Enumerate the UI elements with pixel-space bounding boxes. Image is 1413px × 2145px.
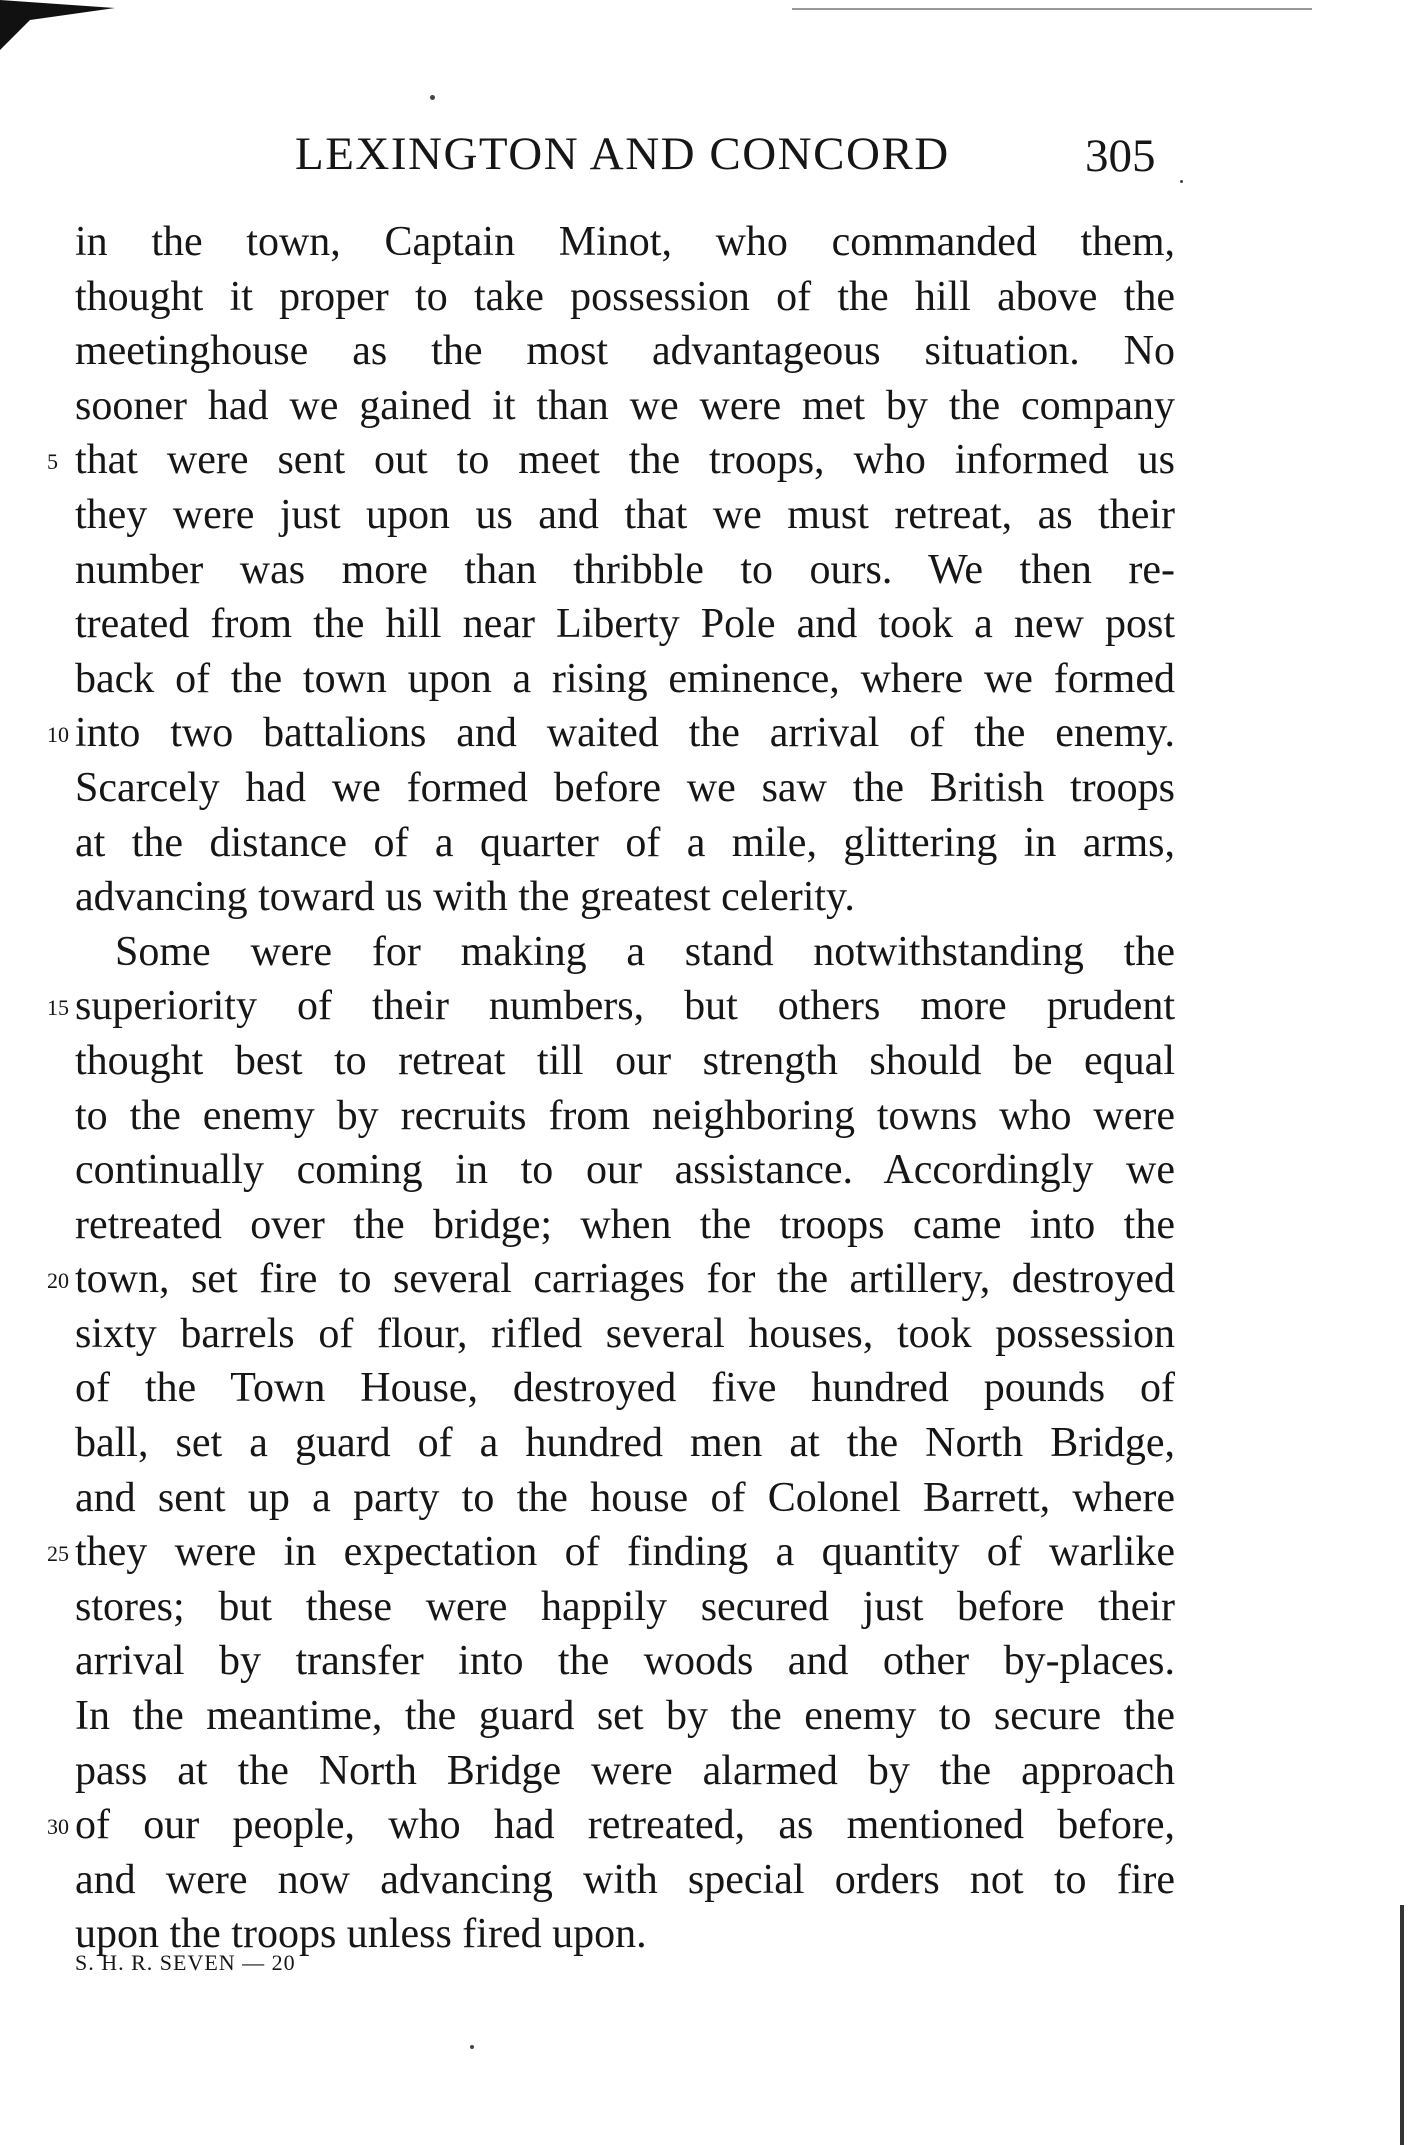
line-text: retreated over the bridge; when the troops came into the [75, 1201, 1175, 1248]
text-line [75, 1361, 1175, 1416]
scan-speck [430, 95, 435, 100]
line-text: Scarcely had we formed before we saw the British troops [75, 764, 1175, 811]
line-number: 30 [47, 1814, 69, 1840]
text-line [47, 1525, 1175, 1580]
line-text: and sent up a party to the house of Colonel Barrett, where [75, 1474, 1175, 1521]
line-text: Some were for making a stand notwithstanding the [115, 928, 1175, 975]
line-text: in the town, Captain Minot, who commanded them, [75, 219, 1175, 265]
text-line [75, 1034, 1175, 1089]
line-text: meetinghouse as the most advantageous situation. No [75, 328, 1175, 375]
text-line [75, 543, 1175, 598]
scan-top-rule [792, 8, 1312, 10]
text-line [75, 1471, 1175, 1526]
text-line [75, 379, 1175, 434]
text-line [75, 1689, 1175, 1744]
line-text: ball, set a guard of a hundred men at the North Bridge, [75, 1420, 1175, 1467]
line-text: and were now advancing with special orders not to fire [75, 1856, 1175, 1903]
text-line [75, 925, 1175, 980]
line-text: thought best to retreat till our strength should be equal [75, 1037, 1175, 1084]
scan-speck [470, 2045, 474, 2049]
line-text: that were sent out to meet the troops, who informed us [75, 437, 1175, 484]
text-line [75, 488, 1175, 543]
line-text: they were just upon us and that we must retreat, as their [75, 491, 1175, 538]
text-line [75, 1143, 1175, 1198]
text-line [75, 1307, 1175, 1362]
text-line [75, 1089, 1175, 1144]
text-line [75, 324, 1175, 379]
line-text: into two battalions and waited the arrival of the enemy. [75, 710, 1175, 757]
text-line [75, 1634, 1175, 1689]
line-text: thought it proper to take possession of the hill above the [75, 273, 1175, 320]
scan-edge-bar [1400, 1905, 1404, 2145]
line-text: continually coming in to our assistance. Accordingly we [75, 1147, 1175, 1194]
text-line [75, 652, 1175, 707]
page-number: 305 [1085, 130, 1156, 182]
text-line [47, 433, 1175, 488]
line-text: sooner had we gained it than we were met by the company [75, 382, 1175, 429]
line-text: advancing toward us with the greatest celerity. [75, 874, 855, 921]
text-line [75, 1580, 1175, 1635]
text-line [75, 1853, 1175, 1908]
line-text: pass at the North Bridge were alarmed by the approach [75, 1747, 1175, 1794]
line-text: of our people, who had retreated, as mentioned before, [75, 1802, 1175, 1849]
body-text [47, 215, 1175, 1962]
text-line [75, 215, 1175, 270]
line-text: at the distance of a quarter of a mile, glittering in arms, [75, 819, 1175, 866]
scan-corner-mark [0, 0, 115, 60]
line-text: arrival by transfer into the woods and other by-places. [75, 1638, 1175, 1685]
text-line [47, 1252, 1175, 1307]
line-text: In the meantime, the guard set by the enemy to secure the [75, 1693, 1175, 1740]
line-text: treated from the hill near Liberty Pole and took a new post [75, 601, 1175, 648]
text-line [75, 270, 1175, 325]
text-line [75, 1744, 1175, 1799]
text-line [75, 1198, 1175, 1253]
line-number: 25 [47, 1541, 69, 1567]
text-line [75, 761, 1175, 816]
text-line [75, 1416, 1175, 1471]
line-text: back of the town upon a rising eminence, where we formed [75, 655, 1175, 702]
text-line [47, 1798, 1175, 1853]
text-line [75, 597, 1175, 652]
line-text: superiority of their numbers, but others more prudent [75, 983, 1175, 1030]
text-line [75, 816, 1175, 871]
line-number: 10 [47, 722, 69, 748]
text-line [75, 870, 1175, 925]
line-text: stores; but these were happily secured just before their [75, 1583, 1175, 1630]
text-line [47, 706, 1175, 761]
line-text: of the Town House, destroyed five hundred pounds of [75, 1365, 1175, 1412]
line-number: 15 [47, 995, 69, 1021]
running-head [0, 124, 1413, 184]
signature-mark: S. H. R. SEVEN — 20 [75, 1950, 296, 1975]
text-line [47, 979, 1175, 1034]
line-text: upon the troops unless fired upon. [75, 1911, 647, 1958]
line-number: 5 [47, 449, 58, 475]
line-text: number was more than thribble to ours. We then re- [75, 546, 1175, 593]
line-text: town, set fire to several carriages for the artillery, destroyed [75, 1256, 1175, 1303]
line-text: they were in expectation of finding a quantity of warlike [75, 1529, 1175, 1576]
line-text: sixty barrels of flour, rifled several houses, took possession [75, 1310, 1175, 1357]
line-number: 20 [47, 1268, 69, 1294]
running-head-title: LEXINGTON AND CONCORD [295, 128, 950, 180]
line-text: to the enemy by recruits from neighboring towns who were [75, 1092, 1175, 1139]
